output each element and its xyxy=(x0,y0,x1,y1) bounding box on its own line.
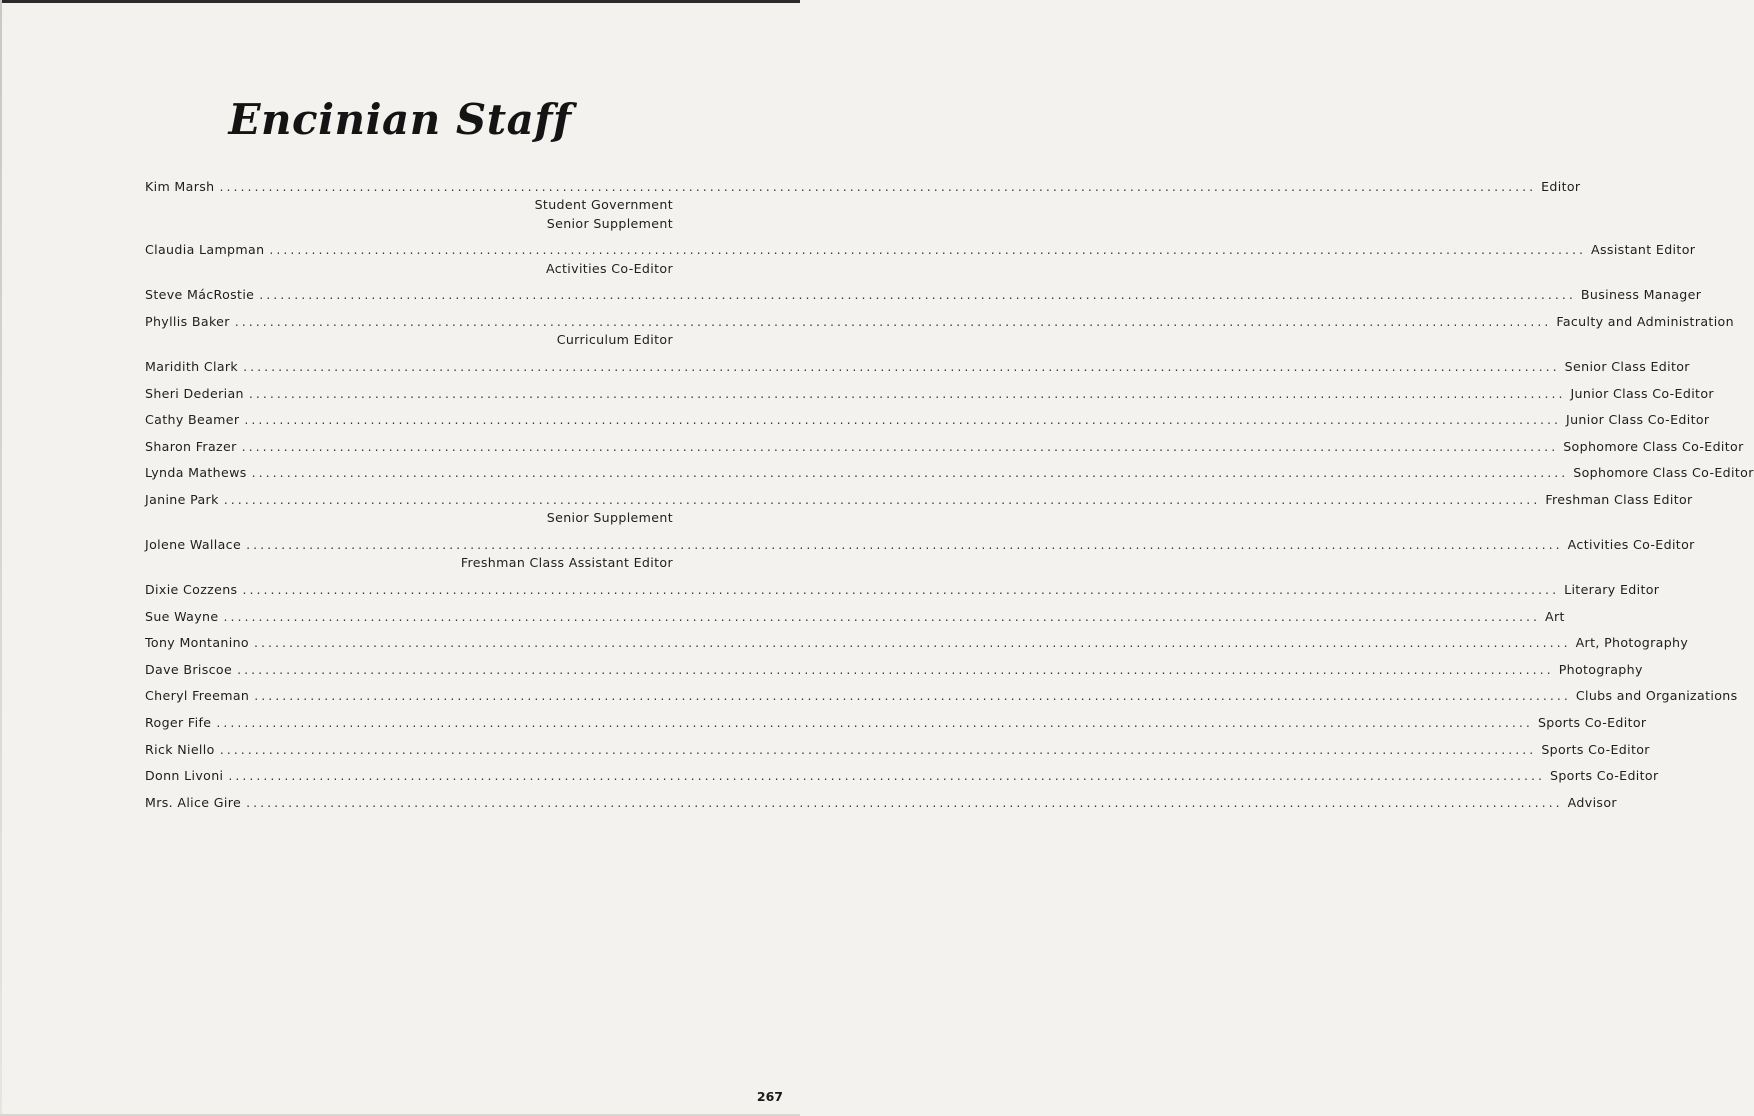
staff-entry xyxy=(145,313,1734,350)
staff-role: Art, Photography xyxy=(1575,635,1689,651)
staff-role: Art xyxy=(1545,608,1565,624)
staff-entry-line xyxy=(145,464,1754,482)
staff-entry xyxy=(145,714,1647,732)
staff-role: Senior Class Editor xyxy=(1564,359,1690,374)
staff-name: Cheryl Freeman xyxy=(145,688,250,704)
dot-leader: ............................................................................................................................................................................................ xyxy=(219,741,1537,757)
staff-entry-line xyxy=(145,794,1617,812)
staff-entry xyxy=(145,241,1696,278)
staff-name: Lynda Mathews xyxy=(145,465,247,481)
dot-leader: ............................................................................................................................................................................................ xyxy=(246,794,1563,810)
page-number: 267 xyxy=(756,1089,783,1104)
staff-entry xyxy=(145,411,1710,429)
staff-entry-line xyxy=(145,661,1643,679)
dot-leader: ............................................................................................................................................................................................ xyxy=(234,314,1552,329)
staff-name: Maridith Clark xyxy=(145,359,239,374)
staff-entry-line xyxy=(145,491,1693,509)
staff-role: Editor xyxy=(1541,179,1581,194)
staff-entry xyxy=(145,687,1738,705)
staff-entry xyxy=(145,661,1643,679)
dot-leader: ............................................................................................................................................................................................ xyxy=(241,438,1559,454)
staff-role: Assistant Editor xyxy=(1591,242,1696,258)
staff-name: Mrs. Alice Gire xyxy=(145,794,242,810)
staff-role: Faculty and Administration xyxy=(1556,314,1734,329)
staff-role: Junior Class Co-Editor xyxy=(1570,385,1714,401)
page-top-edge xyxy=(0,0,800,3)
staff-role: Sophomore Class Co-Editor xyxy=(1563,438,1744,454)
staff-name: Sue Wayne xyxy=(145,608,219,624)
dot-leader: ............................................................................................................................................................................................ xyxy=(248,385,1566,401)
staff-name: Phyllis Baker xyxy=(145,314,230,329)
staff-role: Freshman Class Editor xyxy=(1545,491,1693,507)
staff-role: Advisor xyxy=(1567,794,1617,810)
staff-entry xyxy=(145,794,1617,812)
staff-entry-line xyxy=(145,438,1744,456)
dot-leader: ............................................................................................................................................................................................ xyxy=(269,242,1587,258)
staff-entry xyxy=(145,491,1693,528)
staff-name: Janine Park xyxy=(145,491,219,507)
staff-entry-line xyxy=(145,385,1714,403)
staff-name: Kim Marsh xyxy=(145,179,215,194)
staff-name: Dave Briscoe xyxy=(145,661,233,677)
staff-entry-line xyxy=(145,634,1689,652)
staff-role: Photography xyxy=(1558,661,1643,677)
dot-leader: ............................................................................................................................................................................................ xyxy=(228,768,1545,784)
staff-entry xyxy=(145,178,1581,233)
staff-role: Junior Class Co-Editor xyxy=(1566,412,1710,428)
staff-entry-line xyxy=(145,581,1660,599)
staff-role: Literary Editor xyxy=(1564,581,1660,597)
staff-role-continued: Senior Supplement xyxy=(546,510,673,526)
staff-name: Dixie Cozzens xyxy=(145,581,238,597)
staff-role-continued: Student Government xyxy=(534,197,673,213)
staff-entry-line xyxy=(145,741,1650,759)
staff-entry xyxy=(145,464,1754,482)
staff-entry-line xyxy=(145,536,1695,554)
staff-name: Sheri Dederian xyxy=(145,385,244,401)
staff-role: Sports Co-Editor xyxy=(1537,714,1647,730)
staff-name: Cathy Beamer xyxy=(145,412,240,428)
staff-entry-line xyxy=(145,411,1710,429)
staff-role: Sports Co-Editor xyxy=(1549,768,1659,784)
staff-entry xyxy=(145,438,1744,456)
dot-leader: ............................................................................................................................................................................................ xyxy=(223,491,1541,507)
staff-entry-line xyxy=(145,767,1659,785)
dot-leader: ............................................................................................................................................................................................ xyxy=(243,359,1560,374)
staff-role-continued: Freshman Class Assistant Editor xyxy=(460,555,673,571)
staff-entry-line xyxy=(145,241,1696,259)
staff-entry-line xyxy=(145,286,1702,304)
staff-entry xyxy=(145,358,1690,376)
staff-role-continued: Senior Supplement xyxy=(546,215,673,231)
staff-role: Sophomore Class Co-Editor xyxy=(1573,465,1754,481)
dot-leader: ............................................................................................................................................................................................ xyxy=(244,412,1561,428)
dot-leader: ............................................................................................................................................................................................ xyxy=(219,179,1537,194)
staff-entry-line xyxy=(145,687,1738,705)
staff-entry-line xyxy=(145,714,1647,732)
staff-role-continued: Activities Co-Editor xyxy=(545,260,673,276)
staff-name: Steve MácRostie xyxy=(145,287,255,303)
staff-entry-line xyxy=(145,358,1690,376)
dot-leader: ............................................................................................................................................................................................ xyxy=(254,688,1571,704)
staff-name: Jolene Wallace xyxy=(145,536,242,552)
dot-leader: ............................................................................................................................................................................................ xyxy=(259,287,1576,303)
staff-entry xyxy=(145,767,1659,785)
staff-name: Roger Fife xyxy=(145,714,212,730)
staff-name: Tony Montanino xyxy=(145,635,249,651)
dot-leader: ............................................................................................................................................................................................ xyxy=(253,635,1571,651)
staff-entry xyxy=(145,634,1689,652)
dot-leader: ............................................................................................................................................................................................ xyxy=(223,608,1541,624)
staff-role: Sports Co-Editor xyxy=(1541,741,1650,757)
staff-entry xyxy=(145,536,1695,573)
staff-role: Activities Co-Editor xyxy=(1567,536,1695,552)
page-left-edge xyxy=(0,0,2,1116)
staff-list xyxy=(145,178,1754,820)
staff-entry xyxy=(145,286,1702,304)
staff-entry xyxy=(145,385,1714,403)
staff-role-continued: Curriculum Editor xyxy=(556,332,673,348)
staff-entry-line xyxy=(145,608,1565,626)
dot-leader: ............................................................................................................................................................................................ xyxy=(237,661,1554,677)
staff-entry xyxy=(145,581,1660,599)
staff-role: Clubs and Organizations xyxy=(1575,688,1738,704)
staff-name: Donn Livoni xyxy=(145,768,224,784)
staff-entry xyxy=(145,741,1650,759)
staff-name: Claudia Lampman xyxy=(145,242,265,258)
page-title: Encinian Staff xyxy=(228,95,572,144)
dot-leader: ............................................................................................................................................................................................ xyxy=(216,714,1533,730)
dot-leader: ............................................................................................................................................................................................ xyxy=(246,536,1563,552)
staff-entry-line xyxy=(145,313,1734,331)
staff-entry-line xyxy=(145,178,1581,196)
staff-entry xyxy=(145,608,1565,626)
staff-name: Rick Niello xyxy=(145,741,215,757)
staff-name: Sharon Frazer xyxy=(145,438,237,454)
dot-leader: ............................................................................................................................................................................................ xyxy=(242,581,1560,597)
dot-leader: ............................................................................................................................................................................................ xyxy=(251,465,1569,481)
staff-role: Business Manager xyxy=(1580,287,1702,303)
